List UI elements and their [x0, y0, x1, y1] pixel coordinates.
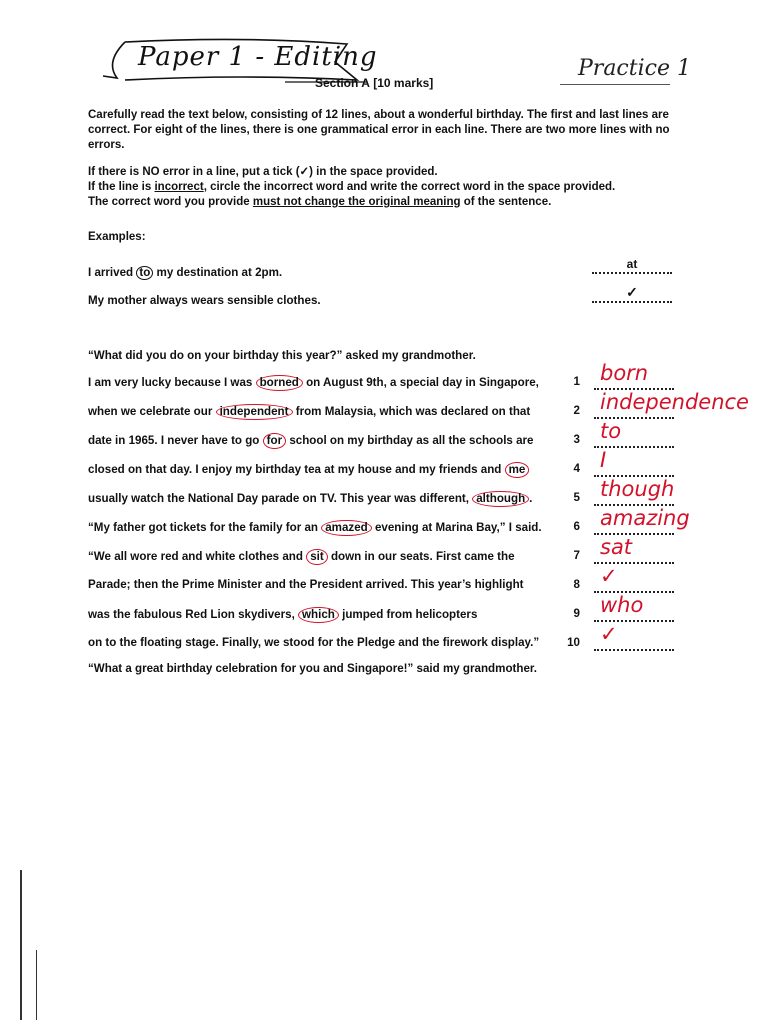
example-2-answer: ✓	[626, 284, 638, 300]
line-number: 4	[573, 462, 580, 475]
circled-error-word: which	[298, 607, 339, 623]
line-text-pre: on to the floating stage. Finally, we stood for the Pledge and the firework display.”	[88, 636, 540, 649]
first-line: “What did you do on your birthday this year?” asked my grandmother.	[88, 349, 476, 362]
text-line-2	[88, 404, 530, 420]
text-line-7	[88, 549, 515, 565]
section-marks: [10 marks]	[373, 76, 434, 90]
instructions-paragraph: Carefully read the text below, consisting of 12 lines, about a wonderful birthday. The first and last lines are correct. For eight of the lines, there is one grammatical error in each line. There are two more lines with no errors.	[88, 109, 670, 151]
handwritten-answer: independence	[600, 390, 749, 414]
section-name: Section A	[315, 76, 370, 90]
answer-dotted-line	[594, 648, 674, 651]
practice-label: Practice 1	[578, 56, 691, 81]
text-line-1	[88, 375, 539, 391]
rule-tick: If there is NO error in a line, put a tick (✓) in the space provided.	[88, 166, 438, 178]
margin-mark-2	[36, 950, 37, 1020]
example-1-post: my destination at 2pm.	[153, 266, 283, 279]
line-text-post: .	[529, 492, 533, 505]
line-text-pre: I am very lucky because I was	[88, 376, 256, 389]
line-number: 10	[567, 636, 580, 649]
rule-meaning	[88, 195, 688, 210]
line-text-pre: usually watch the National Day parade on TV. This year was different,	[88, 492, 473, 505]
text-line-5	[88, 491, 532, 507]
line-text-post: from Malaysia, which was declared on that	[292, 405, 531, 418]
line-text-pre: Parade; then the Prime Minister and the President arrived. This year’s highlight	[88, 578, 524, 591]
line-number: 3	[573, 433, 580, 446]
example-2-dotted-line	[592, 300, 672, 303]
circled-error-word: although	[472, 491, 529, 507]
line-text-pre: closed on that day. I enjoy my birthday tea at my house and my friends and	[88, 463, 505, 476]
line-text-pre: was the fabulous Red Lion skydivers,	[88, 608, 299, 621]
handwritten-answer: ✓	[600, 622, 618, 646]
text-line-6	[88, 520, 542, 536]
example-1-circled-word: to	[136, 266, 153, 280]
section-title	[315, 76, 433, 90]
example-1-dotted-line	[592, 271, 672, 274]
practice-underline	[560, 84, 670, 85]
rule-circle-underlined: incorrect	[154, 181, 204, 193]
handwritten-answer: amazing	[600, 506, 690, 530]
example-1-answer: at	[626, 257, 638, 271]
instructions-rules	[88, 165, 688, 210]
text-line-10	[88, 636, 539, 649]
rule-meaning-underlined: must not change the original meaning	[252, 196, 461, 208]
line-number: 6	[573, 520, 580, 533]
rule-circle-pre: If the line is	[88, 181, 155, 193]
handwritten-answer: though	[600, 477, 675, 501]
examples-label: Examples:	[88, 231, 146, 243]
rule-meaning-post: of the sentence.	[460, 196, 552, 208]
handwritten-title: Paper 1 - Editing	[138, 42, 378, 72]
handwritten-answer: ✓	[600, 564, 618, 588]
line-number: 7	[573, 549, 580, 562]
line-number: 2	[573, 404, 580, 417]
margin-mark	[20, 870, 22, 1020]
line-text-pre: when we celebrate our	[88, 405, 216, 418]
circled-error-word: amazed	[321, 520, 372, 536]
example-1-pre: I arrived	[88, 266, 137, 279]
rule-meaning-pre: The correct word you provide	[88, 196, 253, 208]
circled-error-word: independent	[216, 404, 293, 420]
line-number: 5	[573, 491, 580, 504]
line-number: 9	[573, 607, 580, 620]
line-text-pre: “We all wore red and white clothes and	[88, 550, 307, 563]
circled-error-word: borned	[256, 375, 303, 391]
line-text-post: evening at Marina Bay,” I said.	[371, 521, 542, 534]
example-line-2	[88, 294, 321, 307]
line-text-pre: date in 1965. I never have to go	[88, 434, 263, 447]
text-line-8	[88, 578, 524, 591]
handwritten-answer: born	[600, 361, 649, 385]
line-text-post: school on my birthday as all the schools are	[286, 434, 534, 447]
circled-error-word: me	[505, 462, 530, 478]
handwritten-answer: to	[600, 419, 622, 443]
line-number: 1	[573, 375, 580, 388]
rule-circle-post: , circle the incorrect word and write the correct word in the space provided.	[203, 181, 616, 193]
text-line-9	[88, 607, 477, 623]
handwritten-answer: who	[600, 593, 644, 617]
handwritten-answer: I	[600, 448, 607, 472]
rule-circle	[88, 180, 688, 195]
line-text-post: on August 9th, a special day in Singapore,	[302, 376, 539, 389]
handwritten-answer: sat	[600, 535, 633, 559]
last-line: “What a great birthday celebration for you and Singapore!” said my grandmother.	[88, 662, 538, 675]
example-2-text: My mother always wears sensible clothes.	[88, 294, 321, 307]
text-line-3	[88, 433, 534, 449]
circled-error-word: for	[263, 433, 286, 449]
line-number: 8	[573, 578, 580, 591]
line-text-post: down in our seats. First came the	[327, 550, 515, 563]
line-text-post: jumped from helicopters	[338, 608, 478, 621]
line-text-pre: “My father got tickets for the family for an	[88, 521, 322, 534]
circled-error-word: sit	[306, 549, 328, 565]
text-line-4	[88, 462, 529, 478]
example-line-1	[88, 266, 282, 280]
